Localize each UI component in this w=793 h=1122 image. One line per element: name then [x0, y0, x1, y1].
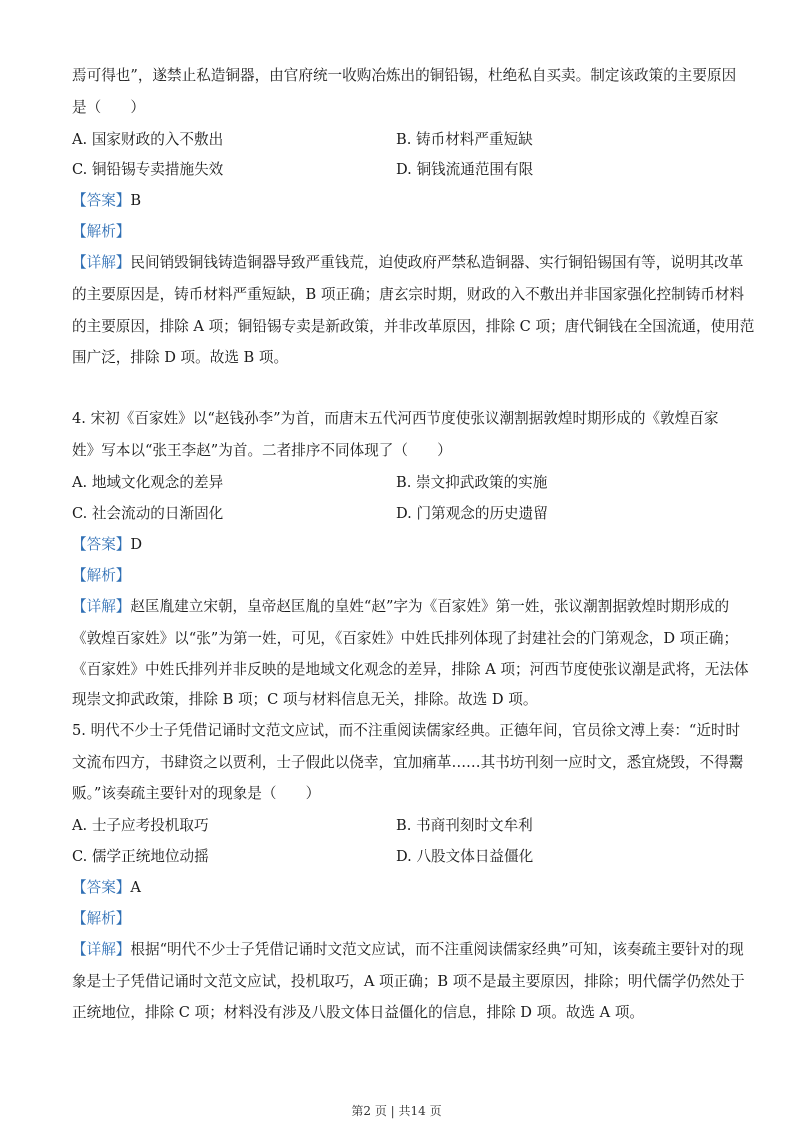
q5-option-d: D. 八股文体日益僵化: [396, 848, 534, 865]
q3-analysis: [72, 222, 732, 242]
q5-option-b: B. 书商刊刻时文牟利: [396, 817, 533, 834]
q3-detail-line-2: 的主要原因是，铸币材料严重短缺，B 项正确；唐玄宗时期，财政的入不敷出并非国家强化控制铸币材料: [72, 286, 745, 303]
detail-text: 赵匡胤建立宋朝，皇帝赵匡胤的皇姓“赵”字为《百家姓》第一姓，张议潮割据敦煌时期形成的: [130, 598, 730, 615]
analysis-tag: 【解析】: [72, 910, 131, 927]
q4-stem-line-2: 姓》写本以“张王李赵”为首。二者排序不同体现了（ ）: [72, 442, 452, 459]
q5-stem-line-3: 贩。”该奏疏主要针对的现象是（ ）: [72, 785, 321, 802]
answer-tag: 【答案】: [72, 536, 131, 553]
q3-option-c: C. 铜铅锡专卖措施失效: [72, 161, 224, 178]
answer-value: B: [130, 192, 142, 209]
q5-detail-line-1: [72, 940, 744, 960]
page-footer: 第2 页 | 共14 页: [351, 1104, 442, 1118]
q4-detail-line-4: 现崇文抑武政策，排除 B 项；C 项与材料信息无关，排除。故选 D 项。: [72, 691, 538, 708]
q4-detail-line-1: [72, 597, 732, 617]
q5-stem-line-2: 文流布四方，书肆资之以贾利，士子假此以侥幸，宜加痛革……其书坊刊刻一应时文，悉宜烧毁，不得鬻: [72, 754, 744, 771]
q5-option-c: C. 儒学正统地位动摇: [72, 848, 209, 865]
q4-option-d: D. 门第观念的历史遗留: [396, 505, 548, 522]
q3-detail-line-1: [72, 253, 744, 273]
q3-detail-line-4: 围广泛，排除 D 项。故选 B 项。: [72, 349, 289, 366]
q5-detail-line-2: 象是士子凭借记诵时文范文应试，投机取巧，A 项正确；B 项不是最主要原因，排除；明代儒学仍然处于: [72, 973, 745, 990]
q3-option-b: B. 铸币材料严重短缺: [396, 131, 533, 148]
q4-analysis: [72, 566, 732, 586]
answer-value: D: [130, 536, 143, 553]
q4-answer: [72, 535, 732, 555]
q5-analysis: [72, 909, 732, 929]
q4-option-c: C. 社会流动的日渐固化: [72, 505, 224, 522]
answer-tag: 【答案】: [72, 879, 131, 896]
q3-option-a: A. 国家财政的入不敷出: [72, 131, 224, 148]
q3-answer: [72, 191, 732, 211]
detail-text: 根据“明代不少士子凭借记诵时文范文应试，而不注重阅读儒家经典”可知，该奏疏主要针对的现: [130, 941, 744, 958]
q3-detail-line-3: 的主要原因，排除 A 项；铜铅锡专卖是新政策，并非改革原因，排除 C 项；唐代铜钱在全国流通，使用范: [72, 318, 755, 335]
q5-stem-line-1: 5. 明代不少士子凭借记诵时文范文应试，而不注重阅读儒家经典。正德年间，官员徐文溥上奏：“近时时: [72, 722, 741, 739]
q5-detail-line-3: 正统地位，排除 C 项；材料没有涉及八股文体日益僵化的信息，排除 D 项。故选 A 项。: [72, 1004, 645, 1021]
detail-text: 民间销毁铜钱铸造铜器导致严重钱荒，迫使政府严禁私造铜器、实行铜铅锡国有等，说明其改革: [130, 254, 744, 271]
answer-tag: 【答案】: [72, 192, 131, 209]
q5-option-a: A. 士子应考投机取巧: [72, 817, 209, 834]
q4-option-a: A. 地域文化观念的差异: [72, 474, 224, 491]
q3-stem-line-1: 焉可得也”，遂禁止私造铜器，由官府统一收购冶炼出的铜铅锡，杜绝私自买卖。制定该政策的主要原因: [72, 67, 737, 84]
detail-tag: 【详解】: [72, 941, 131, 958]
detail-tag: 【详解】: [72, 598, 131, 615]
answer-value: A: [130, 879, 141, 896]
q4-stem-line-1: 4. 宋初《百家姓》以“赵钱孙李”为首，而唐末五代河西节度使张议潮割据敦煌时期形成的《敦煌百家: [72, 410, 719, 427]
analysis-tag: 【解析】: [72, 223, 131, 240]
detail-tag: 【详解】: [72, 254, 131, 271]
analysis-tag: 【解析】: [72, 567, 131, 584]
q4-detail-line-2: 《敦煌百家姓》以“张”为第一姓，可见，《百家姓》中姓氏排列体现了封建社会的门第观念，D 项正确；: [72, 630, 739, 647]
q3-option-d: D. 铜钱流通范围有限: [396, 161, 534, 178]
q3-stem-line-2: 是（ ）: [72, 99, 145, 116]
q4-detail-line-3: 《百家姓》中姓氏排列并非反映的是地域文化观念的差异，排除 A 项；河西节度使张议潮是武将，无法体: [72, 661, 749, 678]
q5-answer: [72, 878, 732, 898]
q4-option-b: B. 崇文抑武政策的实施: [396, 474, 548, 491]
